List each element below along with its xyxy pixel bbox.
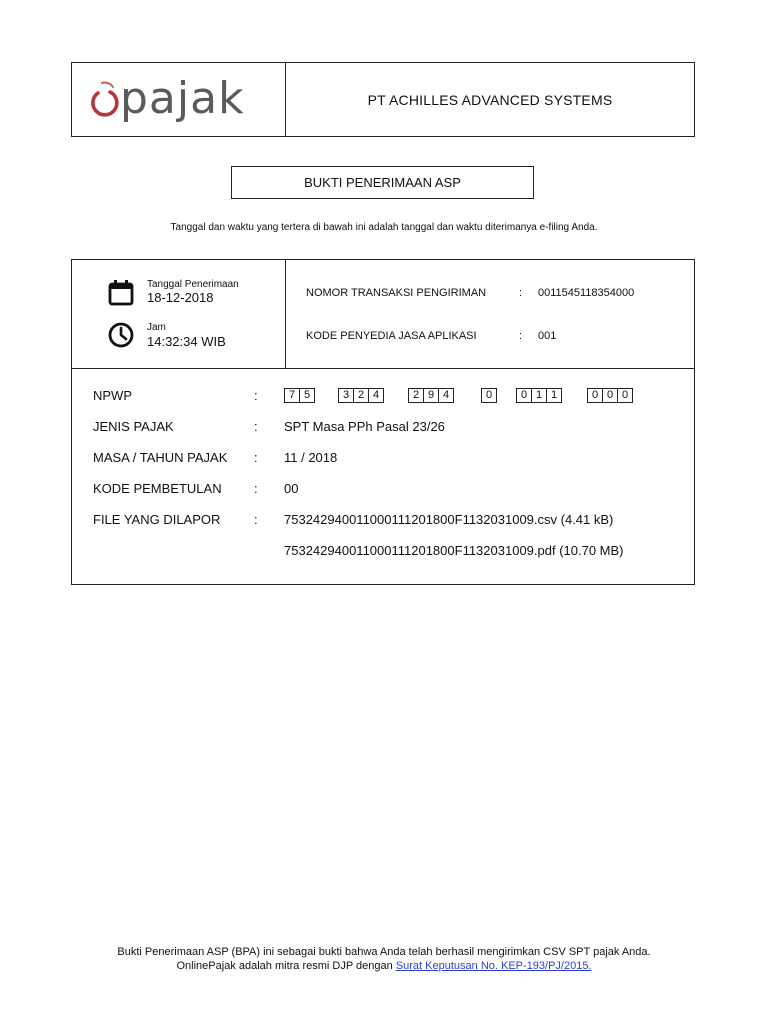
calendar-icon xyxy=(107,279,135,307)
npwp-group xyxy=(481,388,497,403)
receipt-datetime-column xyxy=(72,260,286,368)
jenis-pajak-colon: : xyxy=(254,419,258,434)
npwp-group xyxy=(284,388,315,403)
jenis-pajak-label: JENIS PAJAK xyxy=(93,419,174,434)
npwp-digit: 7 xyxy=(284,388,300,403)
header-box xyxy=(71,62,695,137)
file-csv: 753242940011000111201800F1132031009.csv (4.41 kB) xyxy=(284,512,614,527)
date-label: Tanggal Penerimaan xyxy=(147,279,239,290)
receipt-top-section xyxy=(72,260,694,369)
onlinepajak-logo xyxy=(72,63,272,136)
file-pdf: 753242940011000111201800F1132031009.pdf (10.70 MB) xyxy=(284,543,624,558)
kode-penyedia-colon: : xyxy=(519,330,523,342)
npwp-digit: 0 xyxy=(587,388,603,403)
logo-cell xyxy=(72,63,286,136)
kode-pembetulan-colon: : xyxy=(254,481,258,496)
kode-pembetulan-value: 00 xyxy=(284,481,299,496)
footer xyxy=(0,945,768,973)
npwp-colon: : xyxy=(254,388,258,403)
masa-tahun-value: 11 / 2018 xyxy=(284,450,338,465)
jenis-pajak-value: SPT Masa PPh Pasal 23/26 xyxy=(284,419,445,434)
kode-penyedia-value: 001 xyxy=(538,330,557,342)
npwp-digit: 1 xyxy=(531,388,547,403)
company-name: PT ACHILLES ADVANCED SYSTEMS xyxy=(367,91,613,108)
footer-line-2 xyxy=(0,959,768,973)
nomor-transaksi-value: 0011545118354000 xyxy=(538,287,635,299)
nomor-transaksi-label: NOMOR TRANSAKSI PENGIRIMAN xyxy=(306,287,487,299)
npwp-digit: 5 xyxy=(299,388,315,403)
file-label: FILE YANG DILAPOR xyxy=(93,512,221,527)
nomor-transaksi-colon: : xyxy=(519,287,523,299)
receipt-detail-box xyxy=(71,259,695,585)
masa-tahun-label: MASA / TAHUN PAJAK xyxy=(93,450,228,465)
info-note: Tanggal dan waktu yang tertera di bawah ini adalah tanggal dan waktu diterimanya e-filing Anda. xyxy=(170,222,598,233)
npwp-digit: 4 xyxy=(368,388,384,403)
npwp-digit: 9 xyxy=(423,388,439,403)
file-colon: : xyxy=(254,512,258,527)
date-value: 18-12-2018 xyxy=(147,290,214,305)
document-title: BUKTI PENERIMAAN ASP xyxy=(231,166,534,199)
clock-icon xyxy=(107,321,135,349)
npwp-group xyxy=(408,388,454,403)
logo-text: pajak xyxy=(120,73,245,124)
kep-link[interactable]: Surat Keputusan No. KEP-193/PJ/2015. xyxy=(395,960,592,972)
npwp-digit: 3 xyxy=(338,388,354,403)
kode-pembetulan-label: KODE PEMBETULAN xyxy=(93,481,222,496)
npwp-digit: 1 xyxy=(546,388,562,403)
npwp-digit: 0 xyxy=(617,388,633,403)
npwp-digit: 4 xyxy=(438,388,454,403)
npwp-digit: 0 xyxy=(516,388,532,403)
kode-penyedia-label: KODE PENYEDIA JASA APLIKASI xyxy=(306,330,477,342)
npwp-digit: 2 xyxy=(408,388,424,403)
npwp-group xyxy=(338,388,384,403)
footer-line-2-text: OnlinePajak adalah mitra resmi DJP dengan xyxy=(176,960,396,972)
npwp-digit: 0 xyxy=(602,388,618,403)
npwp-digit: 0 xyxy=(481,388,497,403)
npwp-group xyxy=(516,388,562,403)
npwp-label: NPWP xyxy=(93,388,132,403)
npwp-digit: 2 xyxy=(353,388,369,403)
footer-line-1: Bukti Penerimaan ASP (BPA) ini sebagai bukti bahwa Anda telah berhasil mengirimkan CSV SPT pajak Anda. xyxy=(117,946,651,958)
time-label: Jam xyxy=(147,322,166,333)
masa-tahun-colon: : xyxy=(254,450,258,465)
npwp-group xyxy=(587,388,633,403)
time-value: 14:32:34 WIB xyxy=(147,334,226,349)
